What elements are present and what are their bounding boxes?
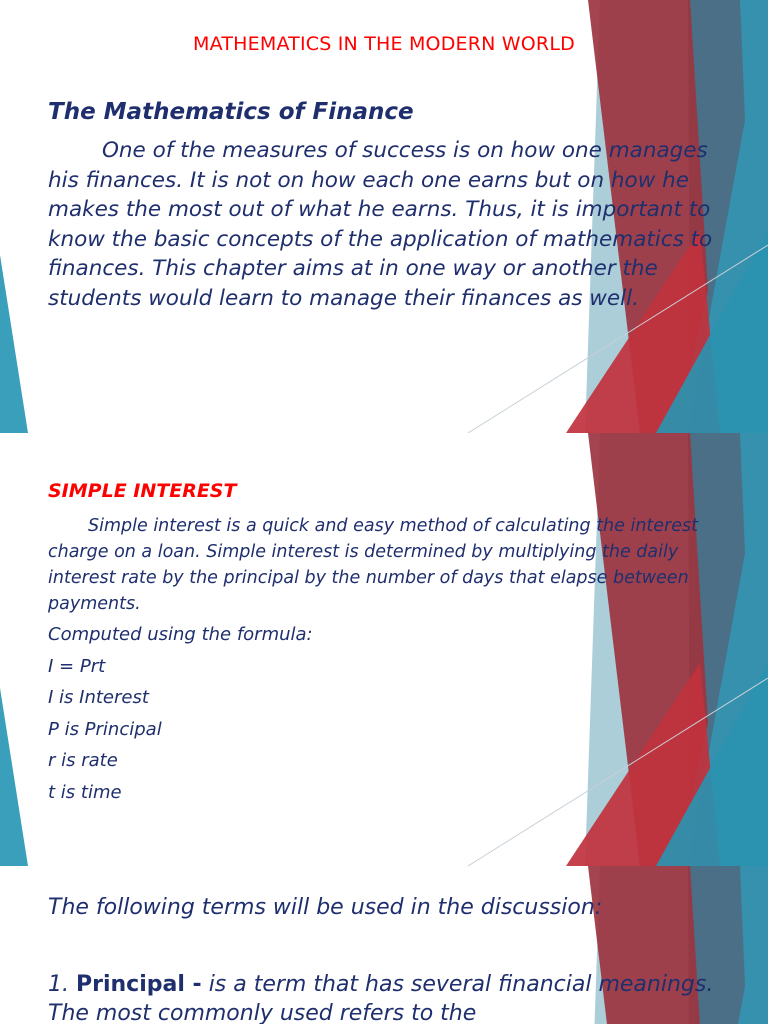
formula-variable-t: t is time [48, 781, 122, 803]
formula-intro: Computed using the formula: [48, 624, 313, 645]
formula: I = Prt [48, 655, 106, 677]
left-edge-triangle [0, 688, 28, 866]
simple-interest-paragraph: Simple interest is a quick and easy method of calculating the interest charge on a loan. Simple interest is determined by multiplying the daily interest rate by the principal by the number of days that elapse between payments. [48, 516, 698, 614]
slide-2 [0, 433, 768, 866]
slide-3 [0, 866, 768, 1024]
simple-interest-heading: SIMPLE INTEREST [48, 480, 237, 502]
formula-variable-r: r is rate [48, 750, 118, 772]
slide-1 [0, 0, 768, 433]
formula-variable-p: P is Principal [48, 718, 162, 740]
formula-variable-i: I is Interest [48, 687, 149, 709]
section-heading: The Mathematics of Finance [48, 99, 414, 125]
term-number: 1. [48, 972, 69, 997]
formula-list [48, 622, 313, 812]
term-definition: is a term that has several financial meanings. The most commonly used refers to the [48, 972, 714, 1024]
terms-intro: The following terms will be used in the discussion: [48, 895, 603, 920]
term-principal [48, 970, 748, 1024]
term-name: Principal - [76, 972, 202, 997]
intro-paragraph: One of the measures of success is on how one manages his finances. It is not on how each one earns but on how he makes the most out of what he earns. Thus, it is important to know the basic concepts of the application of mathematics to finances. This chapter aims at in one way or another the students would learn to manage their finances as well. [48, 138, 713, 311]
left-edge-triangle [0, 255, 28, 433]
document-title: MATHEMATICS IN THE MODERN WORLD [193, 33, 575, 55]
